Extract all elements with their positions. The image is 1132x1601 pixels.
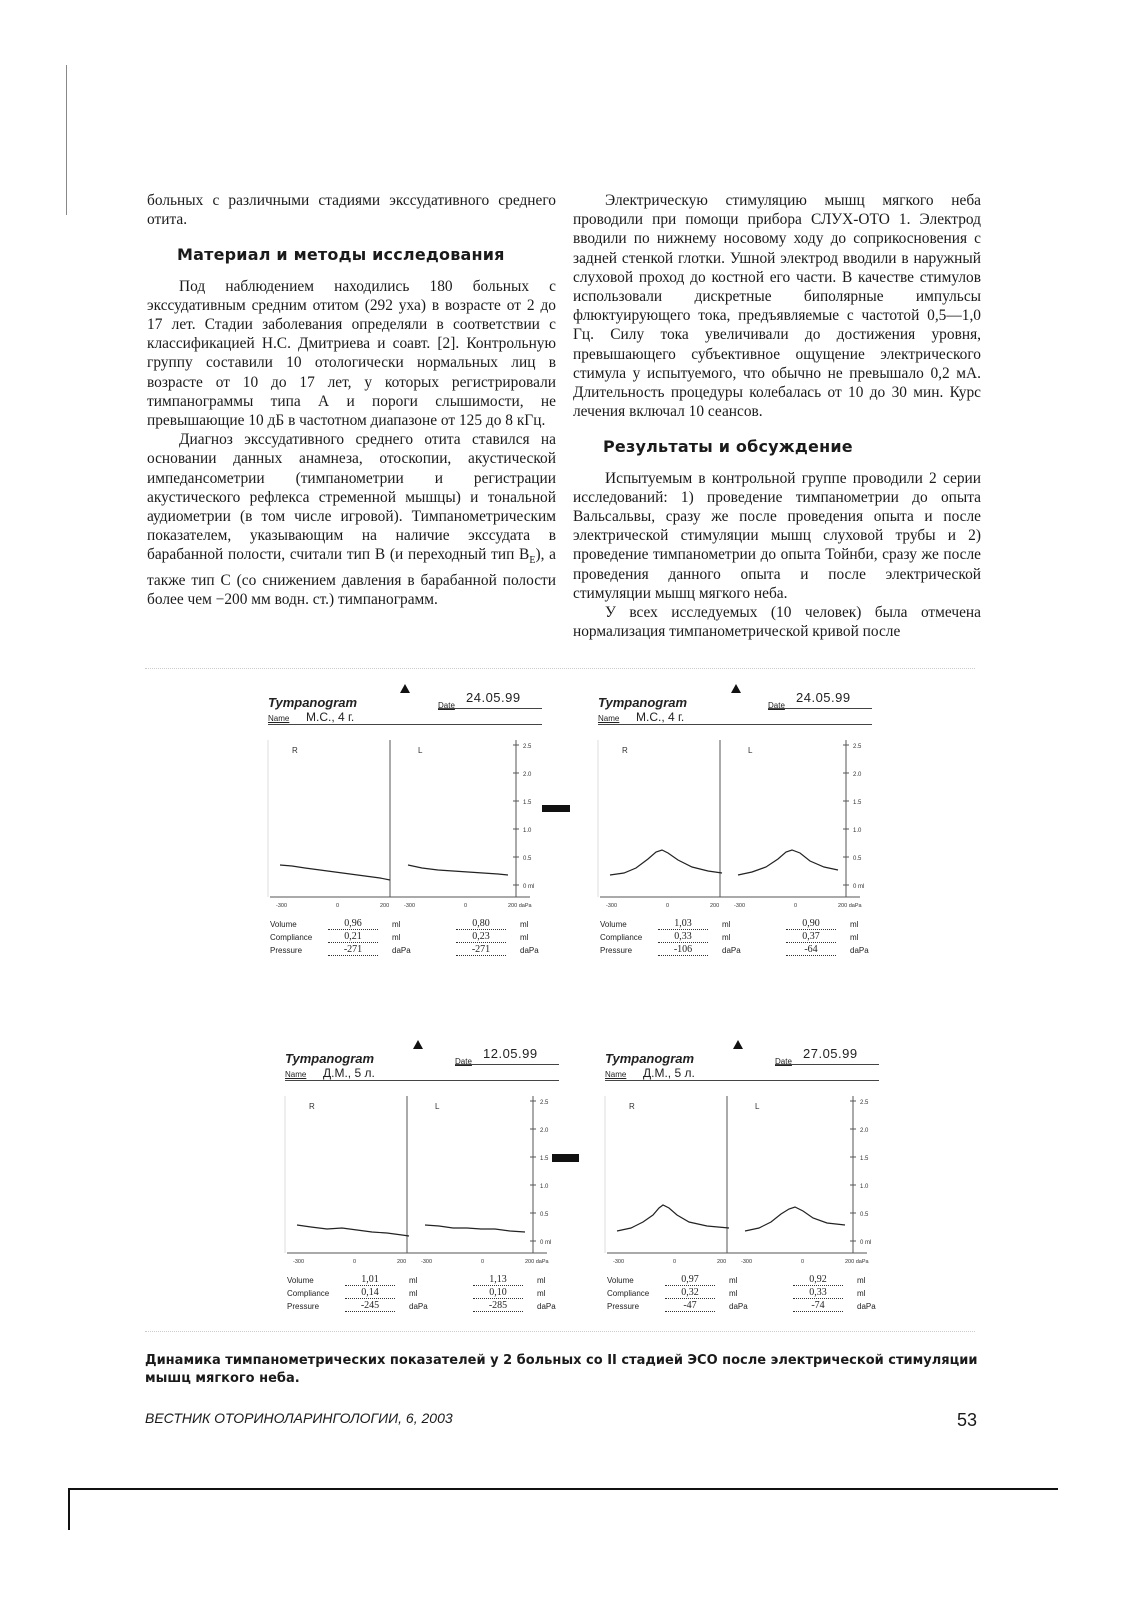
ear-label-right: R — [309, 1102, 315, 1111]
y-tick-label: 0 ml — [860, 1240, 872, 1246]
pressure-unit: daPa — [520, 946, 539, 955]
compliance-label: Compliance — [600, 933, 643, 942]
volume-value-left-ear: 0,90 — [786, 918, 836, 930]
compliance-value-left-ear: 0,33 — [793, 1287, 843, 1299]
y-tick-label: 0 ml — [540, 1240, 552, 1246]
x-tick-label: 200 daPa — [525, 1259, 549, 1265]
stimulation-paragraph: Электрическую стимуляцию мышц мягкого неба проводили при помощи прибора СЛУХ-ОТО 1. Электрод вводили по нижнему носовому ходу до соприкосновения с задней стенкой глотки. Ушной электрод вводили в наружный слуховой проход до костной его части. В качестве стимулов использовали дискретные биполярные импульсы флюктуирующего тока, предъявляемые с частотой 0,5—1,0 Гц. Силу тока увеличивали до достижения уровня, превышающего субъективное ощущение электрического стимула у испытуемого, что обычно не превышало 0,2 мА. Длительность процедуры колебалась от 10 до 30 мин. Курс лечения включал 10 сеансов. — [573, 192, 981, 421]
x-tick-label: 0 — [336, 903, 340, 909]
x-tick-label: 200 — [710, 903, 720, 909]
compliance-label: Compliance — [607, 1289, 650, 1298]
volume-unit: ml — [857, 1276, 866, 1285]
ear-label-left: L — [435, 1102, 440, 1111]
volume-unit: ml — [850, 920, 859, 929]
date-underline — [768, 708, 872, 709]
y-tick-label: 1.0 — [523, 828, 532, 834]
tympanogram-title: Tympanogram — [598, 695, 688, 710]
date-value: 27.05.99 — [803, 1046, 858, 1061]
date-label: Date — [438, 701, 455, 710]
methods-paragraph-2: Диагноз экссудативного среднего отита ставился на основании данных анамнеза, отоскопии, акустической импедансометрии (тимпанометрии и регистрации акустического рефлекса стременной мышцы) и тональной аудиометрии (в том числе игровой). Тимпанометрическим показателем, указывающим на наличие экссудата в барабанной полости, считали тип В (и переходный тип $B_E$), а также тип С (со снижением давления в барабанной полости более чем −200 мм водн. ст.) тимпанограмм. — [147, 431, 556, 608]
y-tick-label: 1.5 — [853, 800, 862, 806]
compliance-value-left-ear: 0,37 — [786, 931, 836, 943]
pressure-label: Pressure — [287, 1302, 320, 1311]
results-paragraph-1: Испытуемым в контрольной группе проводили 2 серии исследований: 1) проведение тимпанометрии до опыта Вальсальвы, сразу же после проведения опыта и после электрической стимуляции мышц слуховой трубы и 2) проведение тимпанометрии до опыта Тойнби, сразу же после проведения данного опыта и после электрической стимуляции мышц мягкого неба. — [573, 469, 981, 602]
tympanogram-title: Tympanogram — [268, 695, 358, 710]
pressure-value-left-ear: -74 — [793, 1300, 843, 1312]
y-tick-label: 2.0 — [860, 1128, 869, 1134]
volume-unit: ml — [409, 1276, 418, 1285]
compliance-value-left-ear: 0,10 — [473, 1287, 523, 1299]
journal-name: ВЕСТНИК ОТОРИНОЛАРИНГОЛОГИИ, 6, 2003 — [145, 1410, 453, 1426]
ear-label-left: L — [748, 746, 753, 755]
tympanogram-chart — [285, 1091, 575, 1266]
compliance-unit: ml — [520, 933, 529, 942]
volume-value-right-ear: 0,96 — [328, 918, 378, 930]
name-underline — [598, 724, 872, 725]
volume-unit: ml — [537, 1276, 546, 1285]
y-tick-label: 0 ml — [853, 884, 865, 890]
volume-label: Volume — [287, 1276, 314, 1285]
bottom-frame-horizontal — [68, 1488, 1058, 1490]
y-tick-label: 0.5 — [860, 1212, 869, 1218]
name-label: Name — [598, 714, 620, 723]
left-margin-line — [66, 65, 67, 215]
right-column — [573, 191, 981, 641]
tympanogram-curve-left-ear — [738, 850, 838, 875]
section-title-results: Результаты и обсуждение — [603, 437, 853, 457]
methods-paragraph-1: Под наблюдением находились 180 больных с экссудативным средним отитом (292 уха) в возрасте от 2 до 17 лет. Стадии заболевания определяли в соответствии с классификацией Н.С. Дмитриева и соавт. [2]. Контрольную группу составили 10 отологически нормальных лиц в возрасте от 10 до 17 лет, у которых регистрировали тимпанограммы типа А и пороги слышимости, не превышающие 10 дБ в частотном диапазоне от 125 до 8 кГц. — [147, 277, 556, 430]
x-tick-label: 0 — [481, 1259, 485, 1265]
volume-unit: ml — [520, 920, 529, 929]
date-label: Date — [455, 1057, 472, 1066]
y-tick-label: 2.0 — [523, 772, 532, 778]
date-underline — [775, 1064, 879, 1065]
tympanogram-curve-right-ear — [280, 865, 390, 880]
y-tick-label: 2.5 — [853, 744, 862, 750]
compliance-unit: ml — [722, 933, 731, 942]
date-label: Date — [768, 701, 785, 710]
ear-label-right: R — [629, 1102, 635, 1111]
compliance-value-right-ear: 0,14 — [345, 1287, 395, 1299]
tympanogram-curve-left-ear — [425, 1225, 525, 1232]
patient-name: Д.М., 5 л. — [323, 1066, 375, 1080]
date-underline — [455, 1064, 559, 1065]
patient-name: Д.М., 5 л. — [643, 1066, 695, 1080]
pressure-value-right-ear: -47 — [665, 1300, 715, 1312]
tympanogram-chart — [605, 1091, 895, 1266]
x-tick-label: 0 — [666, 903, 670, 909]
pressure-value-right-ear: -271 — [328, 944, 378, 956]
y-tick-label: 2.0 — [853, 772, 862, 778]
x-tick-label: 200 — [717, 1259, 727, 1265]
compliance-unit: ml — [857, 1289, 866, 1298]
pressure-unit: daPa — [857, 1302, 876, 1311]
pressure-unit: daPa — [409, 1302, 428, 1311]
name-underline — [605, 1080, 879, 1081]
x-tick-label: -300 — [404, 903, 416, 909]
volume-value-left-ear: 1,13 — [473, 1274, 523, 1286]
y-tick-label: 1.5 — [523, 800, 532, 806]
name-underline — [285, 1080, 559, 1081]
volume-label: Volume — [600, 920, 627, 929]
name-underline — [268, 724, 542, 725]
date-value: 24.05.99 — [466, 690, 521, 705]
figure-caption: Динамика тимпанометрических показателей у 2 больных со II стадией ЭСО после электрической стимуляции мышц мягкого неба. — [145, 1353, 978, 1386]
x-tick-label: 0 — [673, 1259, 677, 1265]
tympanogram-chart — [598, 735, 888, 910]
ear-label-right: R — [622, 746, 628, 755]
pressure-unit: daPa — [392, 946, 411, 955]
y-tick-label: 2.5 — [860, 1100, 869, 1106]
pressure-value-left-ear: -271 — [456, 944, 506, 956]
pressure-value-left-ear: -64 — [786, 944, 836, 956]
x-tick-label: 200 daPa — [838, 903, 862, 909]
date-label: Date — [775, 1057, 792, 1066]
x-tick-label: 0 — [464, 903, 468, 909]
pressure-value-left-ear: -285 — [473, 1300, 523, 1312]
x-tick-label: 200 — [380, 903, 390, 909]
pressure-value-right-ear: -106 — [658, 944, 708, 956]
tympanogram-panel-1 — [268, 690, 558, 970]
x-tick-label: -300 — [606, 903, 618, 909]
tympanogram-curve-left-ear — [745, 1207, 845, 1231]
tympanogram-title: Tympanogram — [605, 1051, 695, 1066]
y-tick-label: 1.0 — [860, 1184, 869, 1190]
tympanogram-curve-right-ear — [617, 1205, 729, 1231]
volume-unit: ml — [392, 920, 401, 929]
pressure-unit: daPa — [722, 946, 741, 955]
ear-label-left: L — [755, 1102, 760, 1111]
y-tick-label: 2.0 — [540, 1128, 549, 1134]
pressure-unit: daPa — [729, 1302, 748, 1311]
x-tick-label: -300 — [734, 903, 746, 909]
volume-value-right-ear: 1,01 — [345, 1274, 395, 1286]
name-label: Name — [605, 1070, 627, 1079]
patient-name: М.С., 4 г. — [306, 710, 355, 724]
x-tick-label: -300 — [613, 1259, 625, 1265]
section-title-methods: Материал и методы исследования — [177, 245, 505, 265]
compliance-unit: ml — [850, 933, 859, 942]
pressure-unit: daPa — [537, 1302, 556, 1311]
tympanogram-panel-2 — [598, 690, 888, 970]
compliance-label: Compliance — [270, 933, 313, 942]
pressure-unit: daPa — [850, 946, 869, 955]
pressure-label: Pressure — [607, 1302, 640, 1311]
results-paragraph-2: У всех исследуемых (10 человек) была отмечена нормализация тимпанометрической кривой после — [573, 604, 981, 641]
name-label: Name — [268, 714, 290, 723]
tympanogram-curve-right-ear — [297, 1225, 409, 1236]
y-tick-label: 0.5 — [523, 856, 532, 862]
x-tick-label: 0 — [794, 903, 798, 909]
name-label: Name — [285, 1070, 307, 1079]
volume-value-right-ear: 0,97 — [665, 1274, 715, 1286]
y-tick-label: 1.5 — [860, 1156, 869, 1162]
y-tick-label: 0.5 — [853, 856, 862, 862]
date-underline — [438, 708, 542, 709]
tympanogram-title: Tympanogram — [285, 1051, 375, 1066]
pressure-label: Pressure — [270, 946, 303, 955]
y-tick-label: 0.5 — [540, 1212, 549, 1218]
ear-label-left: L — [418, 746, 423, 755]
date-value: 12.05.99 — [483, 1046, 538, 1061]
compliance-value-right-ear: 0,32 — [665, 1287, 715, 1299]
y-tick-label: 1.5 — [540, 1156, 549, 1162]
x-tick-label: 0 — [353, 1259, 357, 1265]
x-tick-label: 200 daPa — [508, 903, 532, 909]
page-number: 53 — [957, 1410, 978, 1430]
date-value: 24.05.99 — [796, 690, 851, 705]
tympanogram-curve-right-ear — [610, 850, 722, 875]
figure-top-border — [145, 668, 975, 669]
compliance-value-right-ear: 0,21 — [328, 931, 378, 943]
x-tick-label: 200 daPa — [845, 1259, 869, 1265]
compliance-value-right-ear: 0,33 — [658, 931, 708, 943]
tympanogram-curve-left-ear — [408, 865, 508, 875]
y-tick-label: 1.0 — [853, 828, 862, 834]
x-tick-label: -300 — [293, 1259, 305, 1265]
volume-unit: ml — [729, 1276, 738, 1285]
x-tick-label: 0 — [801, 1259, 805, 1265]
volume-value-right-ear: 1,03 — [658, 918, 708, 930]
volume-label: Volume — [270, 920, 297, 929]
tympanogram-panel-3 — [285, 1046, 575, 1326]
x-tick-label: -300 — [421, 1259, 433, 1265]
bottom-frame-vertical — [68, 1488, 70, 1530]
volume-unit: ml — [722, 920, 731, 929]
compliance-value-left-ear: 0,23 — [456, 931, 506, 943]
pressure-value-right-ear: -245 — [345, 1300, 395, 1312]
compliance-unit: ml — [409, 1289, 418, 1298]
x-tick-label: -300 — [741, 1259, 753, 1265]
intro-paragraph: больных с различными стадиями экссудативного среднего отита. — [147, 192, 556, 229]
x-tick-label: 200 — [397, 1259, 407, 1265]
ear-label-right: R — [292, 746, 298, 755]
compliance-unit: ml — [729, 1289, 738, 1298]
compliance-unit: ml — [392, 933, 401, 942]
y-tick-label: 1.0 — [540, 1184, 549, 1190]
y-tick-label: 0 ml — [523, 884, 535, 890]
figure-bottom-border — [145, 1331, 975, 1332]
x-tick-label: -300 — [276, 903, 288, 909]
tympanogram-panel-4 — [605, 1046, 895, 1326]
patient-name: М.С., 4 г. — [636, 710, 685, 724]
volume-value-left-ear: 0,92 — [793, 1274, 843, 1286]
volume-value-left-ear: 0,80 — [456, 918, 506, 930]
compliance-unit: ml — [537, 1289, 546, 1298]
tympanogram-chart — [268, 735, 558, 910]
pressure-label: Pressure — [600, 946, 633, 955]
y-tick-label: 2.5 — [540, 1100, 549, 1106]
left-column — [147, 191, 556, 609]
volume-label: Volume — [607, 1276, 634, 1285]
y-tick-label: 2.5 — [523, 744, 532, 750]
compliance-label: Compliance — [287, 1289, 330, 1298]
